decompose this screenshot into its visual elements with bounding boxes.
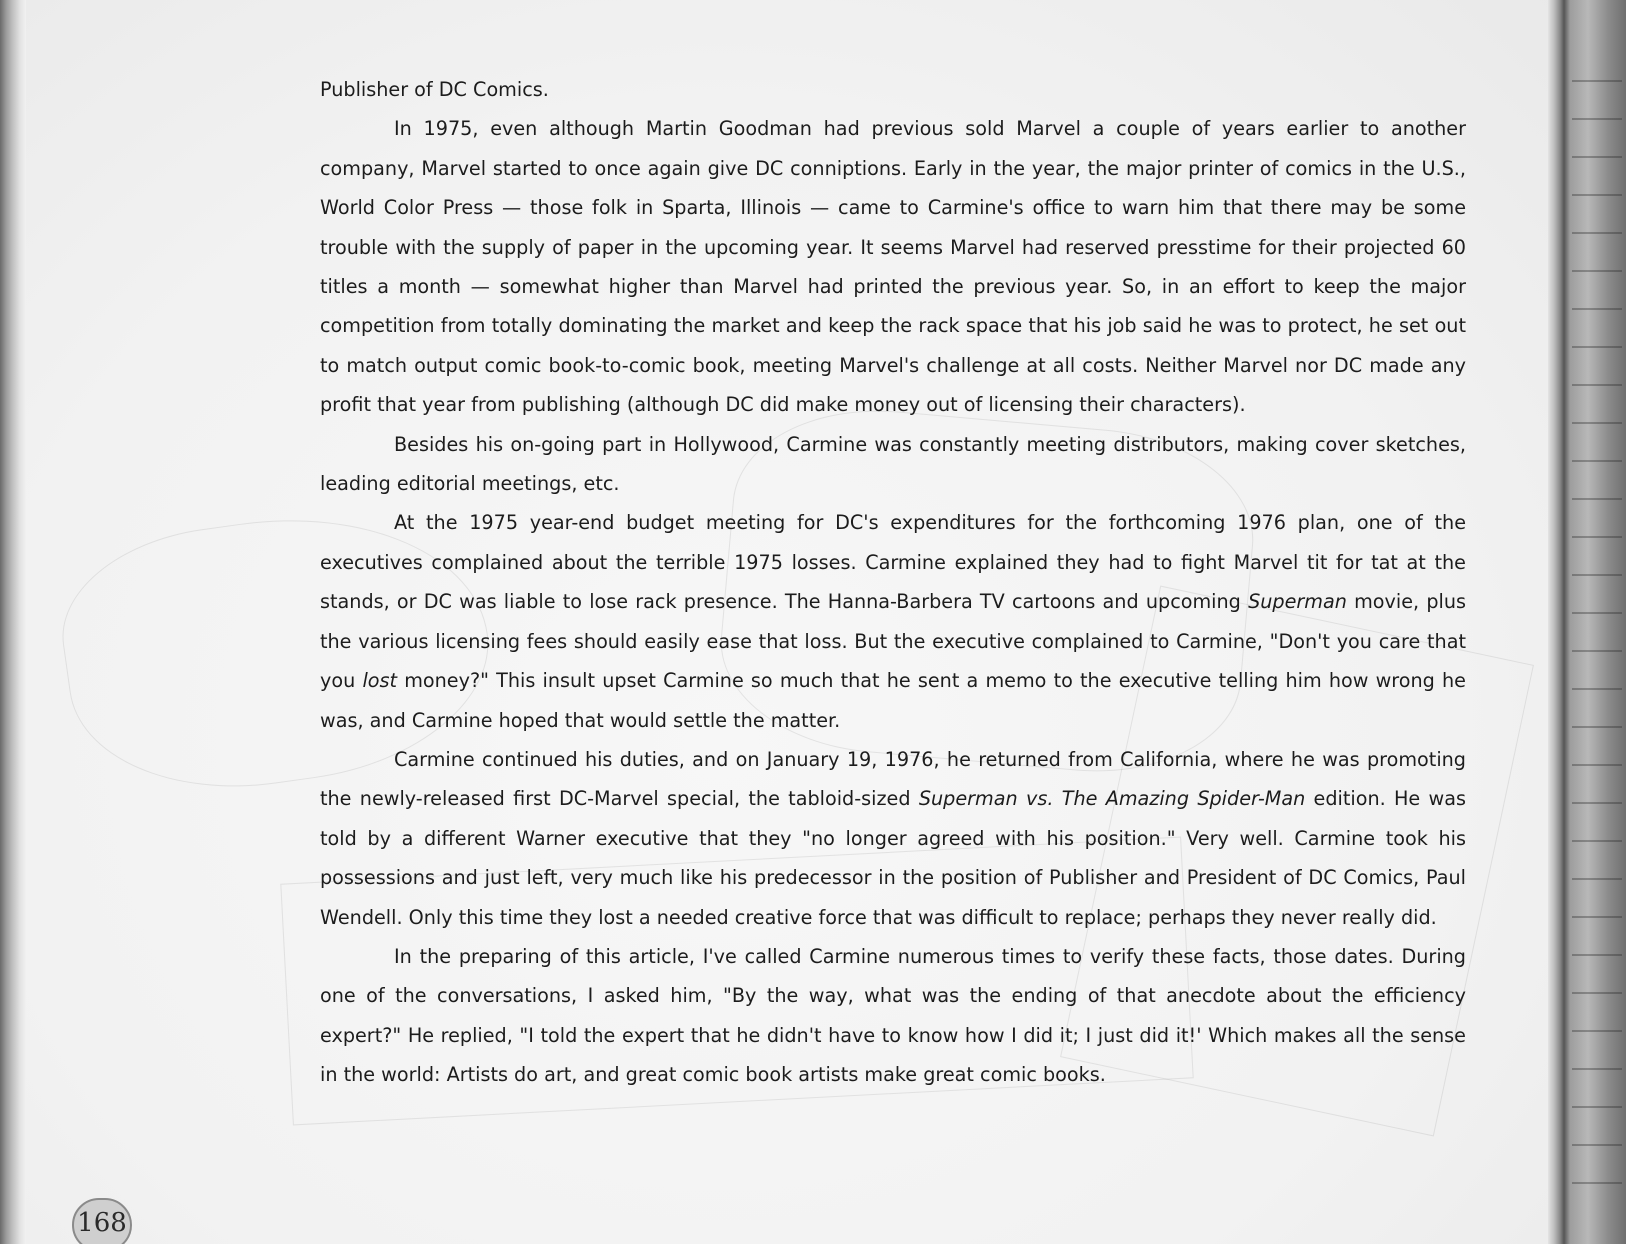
italic-emphasis: lost	[362, 669, 398, 693]
article-text	[320, 70, 1466, 1095]
paragraph	[320, 503, 1466, 739]
paragraph-text: movie, plus the various licensing fees should easily ease that loss. But the executive complained to Carmine, "Don't you care that you	[320, 590, 1466, 693]
paragraph	[320, 740, 1466, 937]
paragraph: In 1975, even although Martin Goodman had previous sold Marvel a couple of years earlier to another company, Marvel started to once again give DC conniptions. Early in the year, the major printer of comics in the U.S., World Color Press — those folk in Sparta, Illinois — came to Carmine's office to warn him that there may be some trouble with the supply of paper in the upcoming year. It seems Marvel had reserved presstime for their projected 60 titles a month — somewhat higher than Marvel had printed the previous year. So, in an effort to keep the major competition from totally dominating the market and keep the rack space that his job said he was to protect, he set out to match output comic book-to-comic book, meeting Marvel's challenge at all costs. Neither Marvel nor DC made any profit that year from publishing (although DC did make money out of licensing their characters).	[320, 117, 1466, 417]
paragraph: In the preparing of this article, I've called Carmine numerous times to verify these facts, those dates. During one of the conversations, I asked him, "By the way, what was the ending of that anecdote about the efficiency expert?" He replied, "I told the expert that he didn't have to know how I did it; I just did it!' Which makes all the sense in the world: Artists do art, and great comic book artists make great comic books.	[320, 944, 1466, 1087]
binding-gutter	[0, 0, 26, 1244]
italic-title: Superman vs. The Amazing Spider-Man	[918, 787, 1306, 811]
paragraph-text: Carmine continued his duties, and on January 19, 1976, he returned from California, where he was promoting the newly-released first DC-Marvel special, the tabloid-sized	[320, 747, 1466, 811]
paragraph-continuation: Publisher of DC Comics.	[320, 78, 549, 101]
paragraph: Besides his on-going part in Hollywood, Carmine was constantly meeting distributors, making cover sketches, leading editorial meetings, etc.	[320, 432, 1466, 496]
italic-title: Superman	[1248, 590, 1347, 614]
paragraph-text: money?" This insult upset Carmine so much that he sent a memo to the executive telling him how wrong he was, and Carmine hoped that would settle the matter.	[320, 669, 1466, 732]
page-number: 168	[72, 1198, 132, 1244]
paragraph-text: edition. He was told by a different Warner executive that they "no longer agreed with his position." Very well. Carmine took his possessions and just left, very much like his predecessor in the position of Publisher and President of DC Comics, Paul Wendell. Only this time they lost a needed creative force that was difficult to replace; perhaps they never really did.	[320, 787, 1466, 929]
paragraph-text: At the 1975 year-end budget meeting for DC's expenditures for the forthcoming 1976 plan, one of the executives complained about the terrible 1975 losses. Carmine explained they had to fight Marvel tit for tat at the stands, or DC was liable to lose rack presence. The Hanna-Barbera TV cartoons and upcoming	[320, 511, 1466, 614]
next-page-edge-detail	[1572, 80, 1622, 1200]
